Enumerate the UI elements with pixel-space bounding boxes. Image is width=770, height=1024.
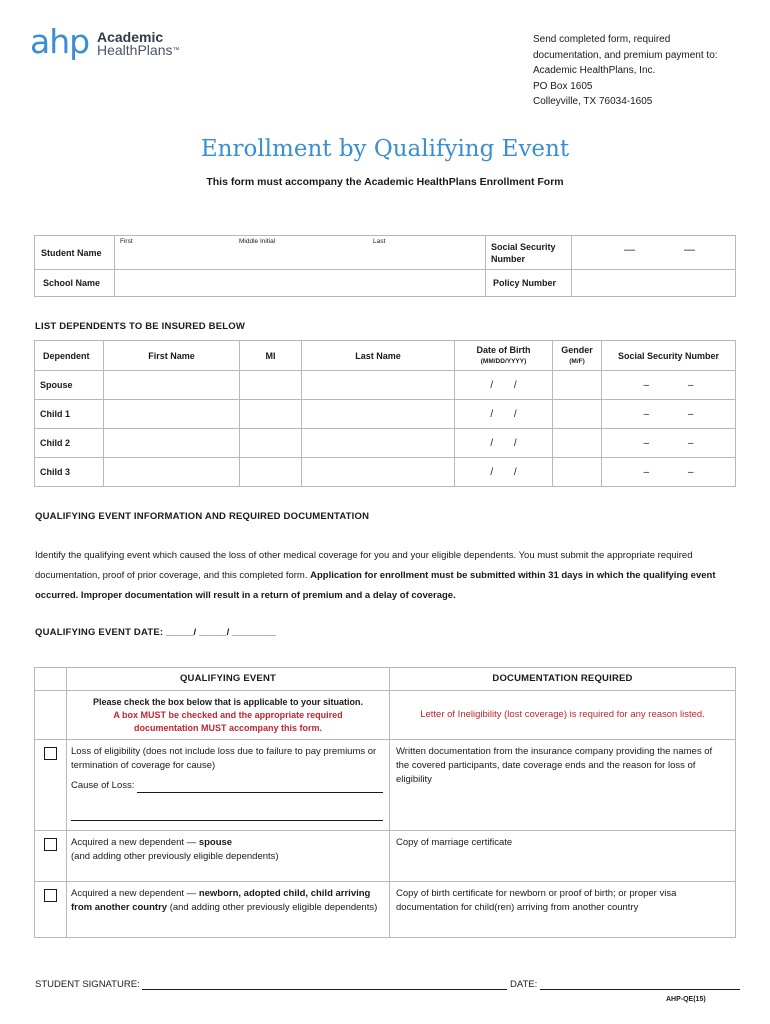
qe-para-bold: Application for enrollment must be submitted within 31 days in which the qualifying event occurred. Improper documentation will result in a return of premium and a delay of coverage. <box>35 570 716 601</box>
first-name-cell[interactable] <box>104 371 240 400</box>
address-line: Send completed form, required <box>533 34 671 45</box>
table-row <box>35 882 736 938</box>
gender-label: Gender <box>561 344 593 355</box>
ssn-cell[interactable] <box>602 371 736 400</box>
signature-line <box>35 979 740 990</box>
student-name-field[interactable] <box>115 236 486 270</box>
first-sublabel: First <box>120 238 133 245</box>
first-name-cell[interactable] <box>104 458 240 487</box>
table-row <box>35 458 736 487</box>
gender-cell[interactable] <box>553 458 602 487</box>
logo-text <box>97 31 180 57</box>
mi-cell[interactable] <box>240 400 302 429</box>
address-line: PO Box 1605 <box>533 80 593 92</box>
event-sub: (and adding other previously eligible dependents) <box>71 851 279 862</box>
gender-cell[interactable] <box>553 371 602 400</box>
signature-label: STUDENT SIGNATURE: <box>35 979 140 990</box>
event-text: Loss of eligibility (does not include loss due to failure to pay premiums or termination of coverage for cause) <box>71 746 377 771</box>
event-part: Acquired a new dependent — <box>71 837 199 848</box>
qe-instructions <box>35 546 740 606</box>
qe-date-label[interactable]: QUALIFYING EVENT DATE: _____/ _____/ ________ <box>35 627 277 638</box>
event-bold: spouse <box>198 837 233 848</box>
address-line: Colleyville, TX 76034-1605 <box>533 96 653 107</box>
address-line: Academic HealthPlans, Inc. <box>533 65 656 76</box>
gender-cell[interactable] <box>553 429 602 458</box>
last-name-cell[interactable] <box>302 458 455 487</box>
table-row <box>35 831 736 882</box>
new-spouse-checkbox[interactable] <box>44 838 57 851</box>
school-name-field[interactable] <box>115 270 486 297</box>
col-ssn: Social Security Number <box>602 341 736 371</box>
checkbox-cell[interactable] <box>35 831 67 882</box>
ssn-dash: – <box>687 379 694 391</box>
page-title: Enrollment by Qualifying Event <box>200 136 570 162</box>
event-part: Acquired a new dependent — <box>71 888 199 899</box>
row-label: Child 1 <box>35 400 104 429</box>
col-first-name: First Name <box>104 341 240 371</box>
mi-cell[interactable] <box>240 371 302 400</box>
middle-sublabel: Middle Initial <box>239 238 276 245</box>
doc-cell: Written documentation from the insurance company providing the names of the covered participants, date coverage ends and the reason for loss of eligibility <box>390 740 736 831</box>
date-label: DATE: <box>509 979 538 990</box>
mi-cell[interactable] <box>240 429 302 458</box>
dob-cell[interactable] <box>455 400 553 429</box>
signature-input[interactable] <box>142 979 507 990</box>
student-info-table <box>34 235 736 297</box>
col-dependent: Dependent <box>35 341 104 371</box>
ssn-dash: – <box>643 466 650 478</box>
cause-line-2[interactable] <box>71 807 383 821</box>
dob-slash: / <box>490 437 494 449</box>
letter-ineligibility-note: Letter of Ineligibility (lost coverage) is required for any reason listed. <box>390 691 736 740</box>
last-name-cell[interactable] <box>302 371 455 400</box>
table-row <box>35 429 736 458</box>
table-row <box>35 400 736 429</box>
gender-cell[interactable] <box>553 400 602 429</box>
last-name-cell[interactable] <box>302 429 455 458</box>
instruction-line1: Please check the box below that is applicable to your situation. <box>92 696 364 707</box>
checkbox-cell[interactable] <box>35 740 67 831</box>
col-last-name: Last Name <box>302 341 455 371</box>
policy-number-label: Policy Number <box>486 270 572 297</box>
dependents-table <box>34 340 736 487</box>
logo-tm: ™ <box>172 47 180 54</box>
row-label: Spouse <box>35 371 104 400</box>
event-cell <box>67 740 390 831</box>
logo-line1: Academic <box>97 29 164 45</box>
dob-cell[interactable] <box>455 371 553 400</box>
col-mi: MI <box>240 341 302 371</box>
instruction-line2: A box MUST be checked and the appropriate required documentation MUST accompany this form. <box>113 709 343 733</box>
ssn-dash: – <box>687 437 694 449</box>
loss-of-eligibility-checkbox[interactable] <box>44 747 57 760</box>
col-qualifying-event: QUALIFYING EVENT <box>67 668 390 691</box>
ssn-cell[interactable] <box>602 400 736 429</box>
student-name-label: Student Name <box>35 236 115 270</box>
ssn-cell[interactable] <box>602 458 736 487</box>
dob-slash: / <box>513 437 517 449</box>
table-row <box>35 740 736 831</box>
policy-number-field[interactable] <box>572 270 736 297</box>
dob-cell[interactable] <box>455 458 553 487</box>
first-name-cell[interactable] <box>104 429 240 458</box>
logo-line2-wrap <box>97 44 180 57</box>
dob-slash: / <box>490 379 494 391</box>
gender-format: (M/F) <box>569 357 585 365</box>
doc-cell: Copy of marriage certificate <box>390 831 736 882</box>
doc-cell: Copy of birth certificate for newborn or proof of birth; or proper visa documentation for child(ren) arriving from another country <box>390 882 736 938</box>
ssn-dash: – <box>643 408 650 420</box>
ssn-dash: — <box>684 244 695 256</box>
col-dob <box>455 341 553 371</box>
page-subtitle: This form must accompany the Academic HealthPlans Enrollment Form <box>206 176 564 188</box>
address-line: documentation, and premium payment to: <box>533 49 718 61</box>
last-sublabel: Last <box>373 238 386 245</box>
ssn-dash: – <box>643 437 650 449</box>
mi-cell[interactable] <box>240 458 302 487</box>
row-label: Child 3 <box>35 458 104 487</box>
date-input[interactable] <box>540 979 740 990</box>
ssn-dash: – <box>643 379 650 391</box>
dob-slash: / <box>513 379 517 391</box>
new-child-checkbox[interactable] <box>44 889 57 902</box>
ssn-dash: — <box>624 244 635 256</box>
col-documentation: DOCUMENTATION REQUIRED <box>390 668 736 691</box>
qe-info-heading: QUALIFYING EVENT INFORMATION AND REQUIRED DOCUMENTATION <box>35 511 370 522</box>
qe-para-normal: Identify the qualifying event which caused the loss of other medical coverage for you and your eligible dependents. You must submit the appropriate required documentation, proof of prior coverage, and this completed form. <box>35 550 693 581</box>
dob-slash: / <box>513 408 517 420</box>
event-cell <box>67 831 390 882</box>
dob-slash: / <box>490 408 494 420</box>
logo-mark: ahp <box>30 22 90 61</box>
dob-label: Date of Birth <box>476 344 531 355</box>
ssn-label: Social Security Number <box>486 236 572 270</box>
first-name-cell[interactable] <box>104 400 240 429</box>
dob-format: (MM/DD/YYYY) <box>480 357 527 365</box>
event-cell <box>67 882 390 938</box>
event-bold: newborn, adopted child, child arriving from another country <box>71 888 371 913</box>
dob-slash: / <box>513 466 517 478</box>
instruction-cell <box>67 691 390 740</box>
cause-input[interactable] <box>137 792 383 793</box>
table-row <box>35 371 736 400</box>
cause-label: Cause of Loss: <box>71 780 135 791</box>
logo-line2: HealthPlans <box>97 42 173 58</box>
event-part: (and adding other previously eligible dependents) <box>167 902 378 913</box>
dependents-heading: LIST DEPENDENTS TO BE INSURED BELOW <box>35 321 246 332</box>
form-code: AHP-QE(15) <box>666 996 706 1003</box>
school-name-label: School Name <box>35 270 115 297</box>
col-gender <box>553 341 602 371</box>
event-text <box>71 836 383 850</box>
dob-slash: / <box>490 466 494 478</box>
row-label: Child 2 <box>35 429 104 458</box>
cause-line <box>71 779 383 793</box>
mailing-address <box>533 32 718 110</box>
dob-cell[interactable] <box>455 429 553 458</box>
qualifying-event-table <box>34 667 736 938</box>
ssn-dash: – <box>687 408 694 420</box>
student-ssn-field[interactable] <box>572 236 736 270</box>
last-name-cell[interactable] <box>302 400 455 429</box>
ssn-dash: – <box>687 466 694 478</box>
ssn-cell[interactable] <box>602 429 736 458</box>
checkbox-cell[interactable] <box>35 882 67 938</box>
